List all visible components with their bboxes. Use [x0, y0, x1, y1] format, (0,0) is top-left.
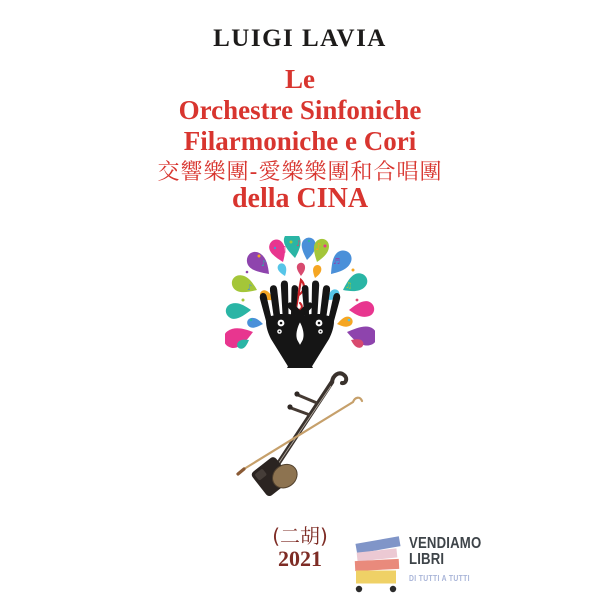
erhu-sound-box	[250, 450, 302, 501]
book-cart-icon	[347, 532, 407, 596]
title-subtitle: della CINA	[231, 183, 369, 214]
title-line-3: Filarmoniche e Cori	[183, 126, 417, 156]
author-name: LUIGI LAVIA	[213, 25, 387, 52]
instrument-caption: (二胡)	[272, 524, 328, 548]
publisher-logo-text	[409, 536, 481, 583]
title-line-1: Le	[285, 64, 315, 94]
music-note-icon: ♬	[333, 257, 341, 266]
publisher-logo	[347, 532, 557, 596]
publisher-name-line1: VENDIAMO	[409, 535, 482, 552]
publication-year: 2021	[278, 546, 322, 571]
erhu-bow	[238, 398, 362, 474]
title-chinese: 交響樂團-愛樂樂團和合唱團	[157, 160, 443, 185]
music-note-icon: ♪	[261, 259, 267, 268]
erhu-string	[274, 386, 331, 470]
title-line-2: Orchestre Sinfoniche	[178, 95, 422, 125]
book-title	[0, 64, 600, 157]
publisher-tagline: DI TUTTI A TUTTI	[409, 574, 470, 583]
music-note-icon: ♫	[345, 281, 353, 290]
music-note-icon: ♪	[315, 242, 322, 253]
hands-music-splash-illustration	[225, 236, 375, 368]
music-note-icon: ♫	[279, 245, 288, 255]
erhu-instrument-image	[222, 370, 392, 510]
publisher-name-line2: LIBRI	[409, 550, 445, 568]
music-note-icon: ♪	[247, 283, 253, 292]
music-note-icon: ♪	[296, 239, 302, 248]
